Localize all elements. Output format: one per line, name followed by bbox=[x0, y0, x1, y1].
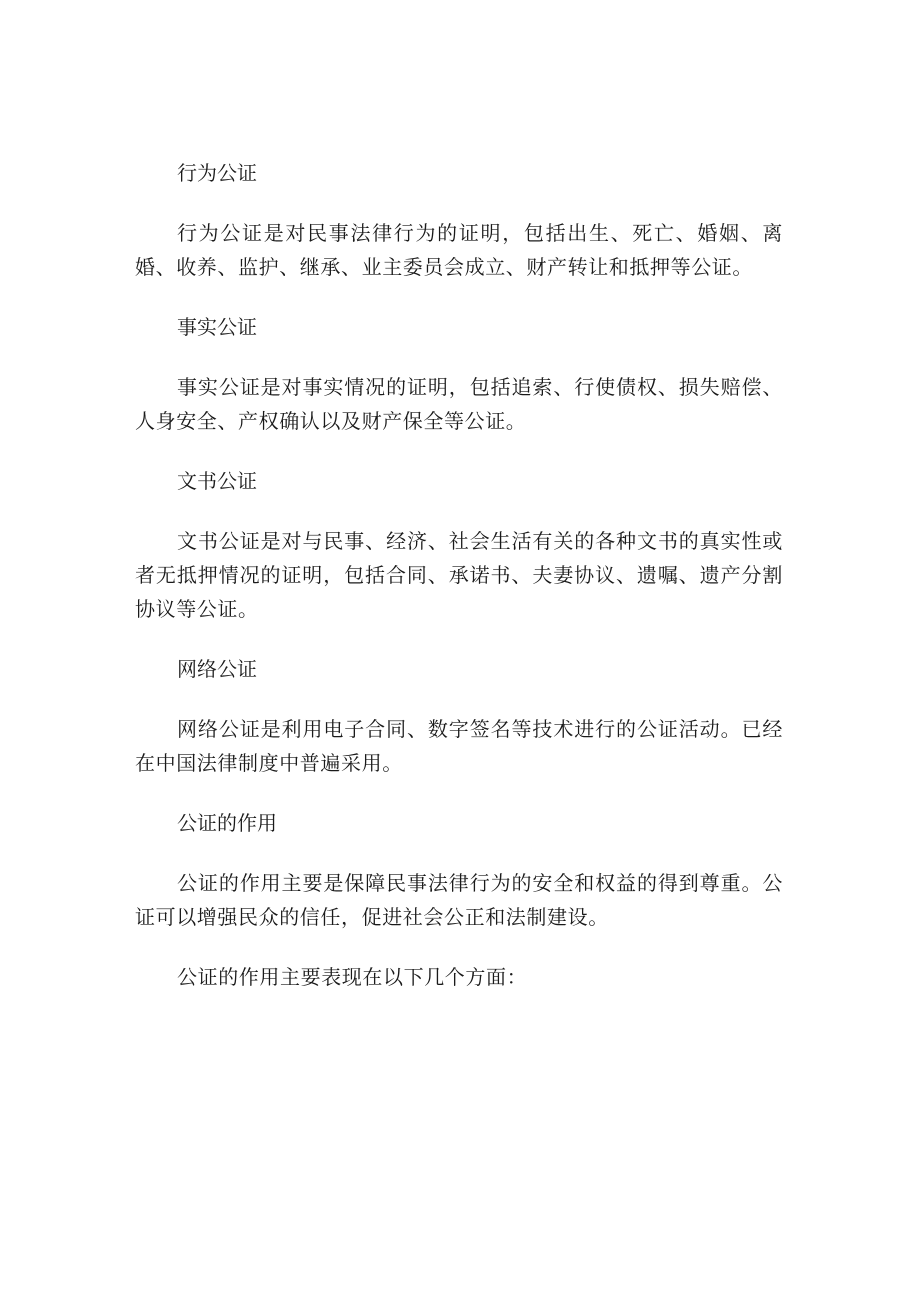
section-title-behavior-notarization: 行为公证 bbox=[177, 161, 257, 185]
section-body-fact-notarization: 事实公证是对事实情况的证明，包括追索、行使债权、损失赔偿、人身安全、产权确认以及财产保全等公证。 bbox=[135, 375, 783, 433]
section-title-role-of-notarization: 公证的作用 bbox=[177, 811, 277, 835]
section-title-fact-notarization: 事实公证 bbox=[177, 315, 257, 339]
section-body-document-notarization: 文书公证是对与民事、经济、社会生活有关的各种文书的真实性或者无抵押情况的证明，包括合同、承诺书、夫妻协议、遗嘱、遗产分割协议等公证。 bbox=[135, 529, 783, 621]
section-body-behavior-notarization: 行为公证是对民事法律行为的证明，包括出生、死亡、婚姻、离婚、收养、监护、继承、业主委员会成立、财产转让和抵押等公证。 bbox=[135, 221, 783, 279]
section-title-network-notarization: 网络公证 bbox=[177, 657, 257, 681]
section-body-network-notarization: 网络公证是利用电子合同、数字签名等技术进行的公证活动。已经在中国法律制度中普遍采用。 bbox=[135, 717, 783, 775]
section-title-document-notarization: 文书公证 bbox=[177, 469, 257, 493]
section-body-role-of-notarization: 公证的作用主要是保障民事法律行为的安全和权益的得到尊重。公证可以增强民众的信任，促进社会公正和法制建设。 bbox=[135, 871, 783, 929]
document-body bbox=[135, 156, 783, 994]
closing-paragraph: 公证的作用主要表现在以下几个方面： bbox=[177, 965, 528, 989]
